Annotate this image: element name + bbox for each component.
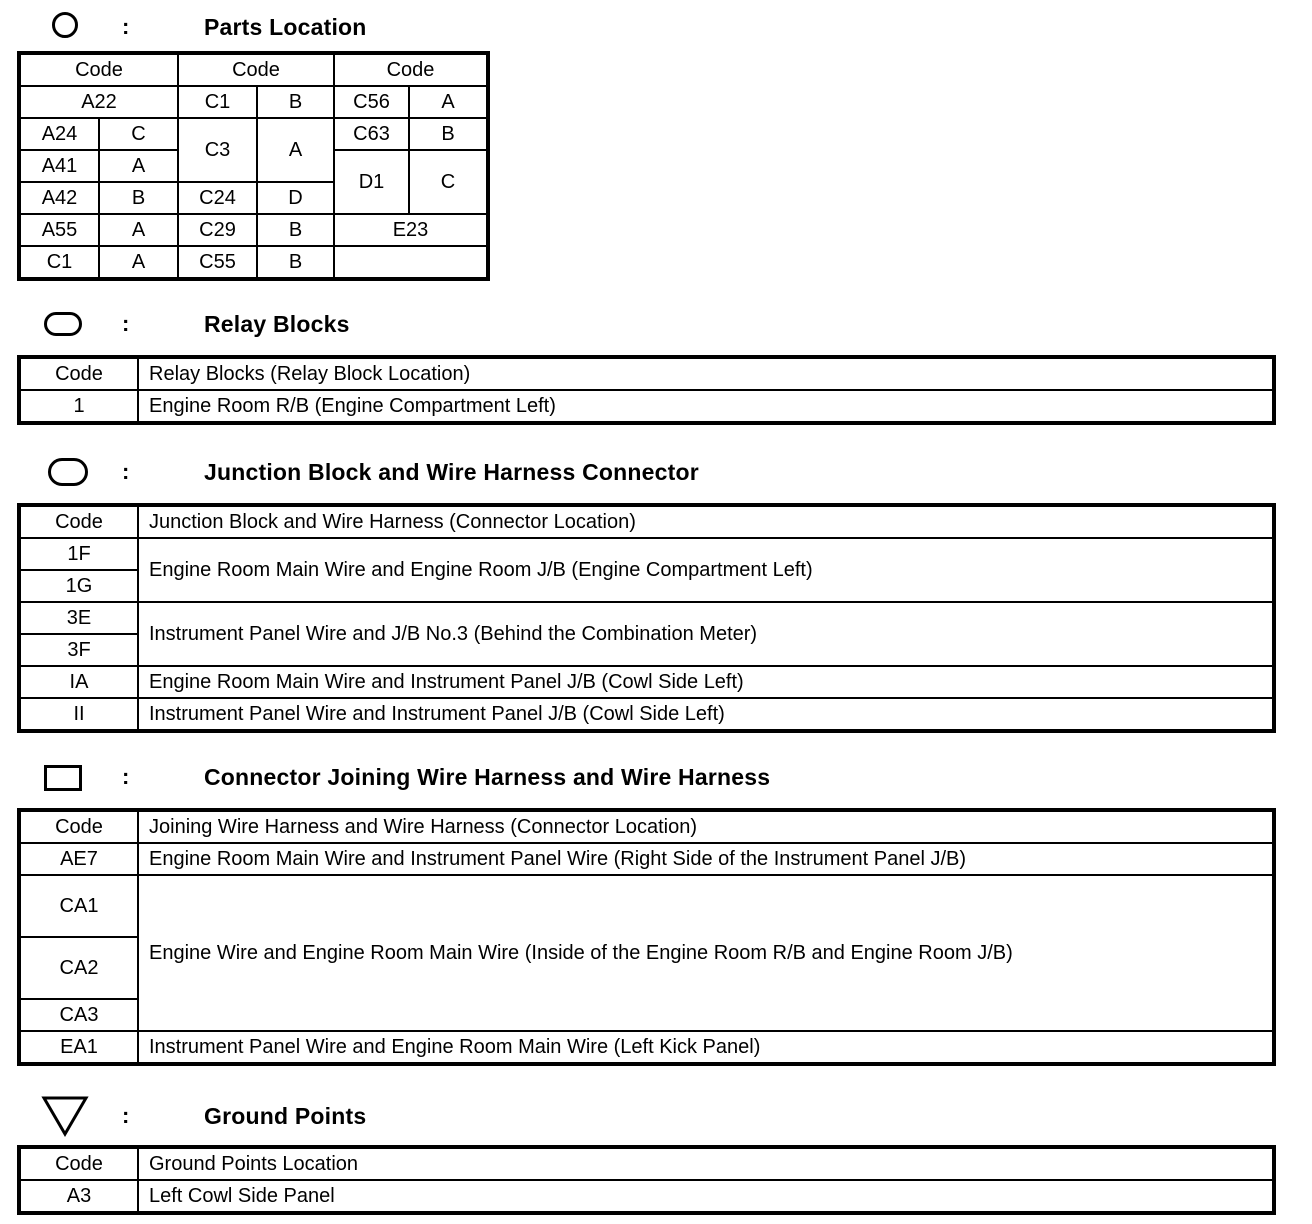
- table-cell-empty: [334, 246, 487, 278]
- connector-joining-heading: [40, 759, 770, 795]
- parts-location-heading: [40, 9, 367, 45]
- heading-colon: :: [122, 311, 130, 336]
- table-cell: B: [257, 214, 334, 246]
- circle-icon: [40, 9, 96, 45]
- table-header-code: Code: [20, 54, 178, 86]
- table-cell: A: [257, 118, 334, 182]
- table-cell-code: A3: [20, 1180, 138, 1212]
- table-cell-location: Engine Room Main Wire and Instrument Panel Wire (Right Side of the Instrument Panel J/B): [138, 843, 1273, 875]
- table-cell: A42: [20, 182, 99, 214]
- heading-colon: :: [122, 14, 130, 39]
- table-cell-code: 1G: [20, 570, 138, 602]
- triangle-down-icon: [40, 1094, 96, 1138]
- ground-points-heading: [40, 1094, 366, 1138]
- table-cell: B: [409, 118, 487, 150]
- section-title: Relay Blocks: [204, 310, 350, 337]
- table-cell: B: [257, 246, 334, 278]
- table-cell-code: CA2: [20, 937, 138, 999]
- table-cell-location: Engine Room Main Wire and Engine Room J/B (Engine Compartment Left): [138, 538, 1273, 602]
- table-cell-code: IA: [20, 666, 138, 698]
- table-cell: D1: [334, 150, 409, 214]
- ground-points-table: [19, 1147, 1274, 1213]
- table-cell-code: AE7: [20, 843, 138, 875]
- section-title: Junction Block and Wire Harness Connector: [204, 458, 699, 485]
- table-cell-code: 1F: [20, 538, 138, 570]
- table-cell-code: 3F: [20, 634, 138, 666]
- table-cell: D: [257, 182, 334, 214]
- heading-colon: :: [122, 764, 130, 789]
- table-cell-code: 3E: [20, 602, 138, 634]
- table-cell: E23: [334, 214, 487, 246]
- table-cell: B: [99, 182, 178, 214]
- table-header-code: Code: [20, 358, 138, 390]
- relay-blocks-table: [19, 357, 1274, 423]
- oval-icon: [40, 454, 96, 490]
- table-cell: C1: [20, 246, 99, 278]
- table-cell-location: Left Cowl Side Panel: [138, 1180, 1273, 1212]
- table-header-location: Joining Wire Harness and Wire Harness (Connector Location): [138, 811, 1273, 843]
- table-cell: A: [99, 246, 178, 278]
- table-header-code: Code: [20, 1148, 138, 1180]
- table-header-code: Code: [334, 54, 487, 86]
- junction-block-heading: [40, 454, 699, 490]
- table-header-code: Code: [20, 811, 138, 843]
- relay-blocks-heading: [40, 306, 350, 342]
- table-cell: A: [409, 86, 487, 118]
- table-cell-location: Instrument Panel Wire and J/B No.3 (Behind the Combination Meter): [138, 602, 1273, 666]
- junction-block-table: [19, 505, 1274, 731]
- table-cell-code: II: [20, 698, 138, 730]
- table-cell: C3: [178, 118, 257, 182]
- table-cell-code: CA3: [20, 999, 138, 1031]
- table-cell: B: [257, 86, 334, 118]
- table-cell: C: [409, 150, 487, 214]
- heading-colon: :: [122, 1103, 130, 1128]
- table-cell-code: CA1: [20, 875, 138, 937]
- table-header-code: Code: [20, 506, 138, 538]
- square-icon: [40, 759, 96, 795]
- table-cell: C: [99, 118, 178, 150]
- table-cell-location: Instrument Panel Wire and Instrument Panel J/B (Cowl Side Left): [138, 698, 1273, 730]
- table-cell: C29: [178, 214, 257, 246]
- table-cell: C24: [178, 182, 257, 214]
- section-title: Ground Points: [204, 1102, 367, 1129]
- table-cell-code: EA1: [20, 1031, 138, 1063]
- table-cell: C56: [334, 86, 409, 118]
- table-header-location: Ground Points Location: [138, 1148, 1273, 1180]
- table-cell: A: [99, 150, 178, 182]
- section-title: Parts Location: [204, 13, 367, 40]
- table-header-code: Code: [178, 54, 334, 86]
- section-title: Connector Joining Wire Harness and Wire Harness: [204, 763, 771, 790]
- table-header-location: Relay Blocks (Relay Block Location): [138, 358, 1273, 390]
- table-cell-location: Engine Room Main Wire and Instrument Panel J/B (Cowl Side Left): [138, 666, 1273, 698]
- rounded-rect-icon: [40, 306, 96, 342]
- heading-colon: :: [122, 459, 130, 484]
- table-cell: C1: [178, 86, 257, 118]
- table-cell: A24: [20, 118, 99, 150]
- table-cell-location: Engine Room R/B (Engine Compartment Left): [138, 390, 1273, 422]
- table-cell: C63: [334, 118, 409, 150]
- parts-location-table: [19, 53, 488, 279]
- table-cell-location: Instrument Panel Wire and Engine Room Main Wire (Left Kick Panel): [138, 1031, 1273, 1063]
- table-cell: A: [99, 214, 178, 246]
- table-cell: A55: [20, 214, 99, 246]
- table-cell: A22: [20, 86, 178, 118]
- table-cell-code: 1: [20, 390, 138, 422]
- table-header-location: Junction Block and Wire Harness (Connector Location): [138, 506, 1273, 538]
- connector-joining-table: [19, 810, 1274, 1064]
- table-cell-location: Engine Wire and Engine Room Main Wire (Inside of the Engine Room R/B and Engine Room J/B): [138, 875, 1273, 1031]
- table-cell: A41: [20, 150, 99, 182]
- table-cell: C55: [178, 246, 257, 278]
